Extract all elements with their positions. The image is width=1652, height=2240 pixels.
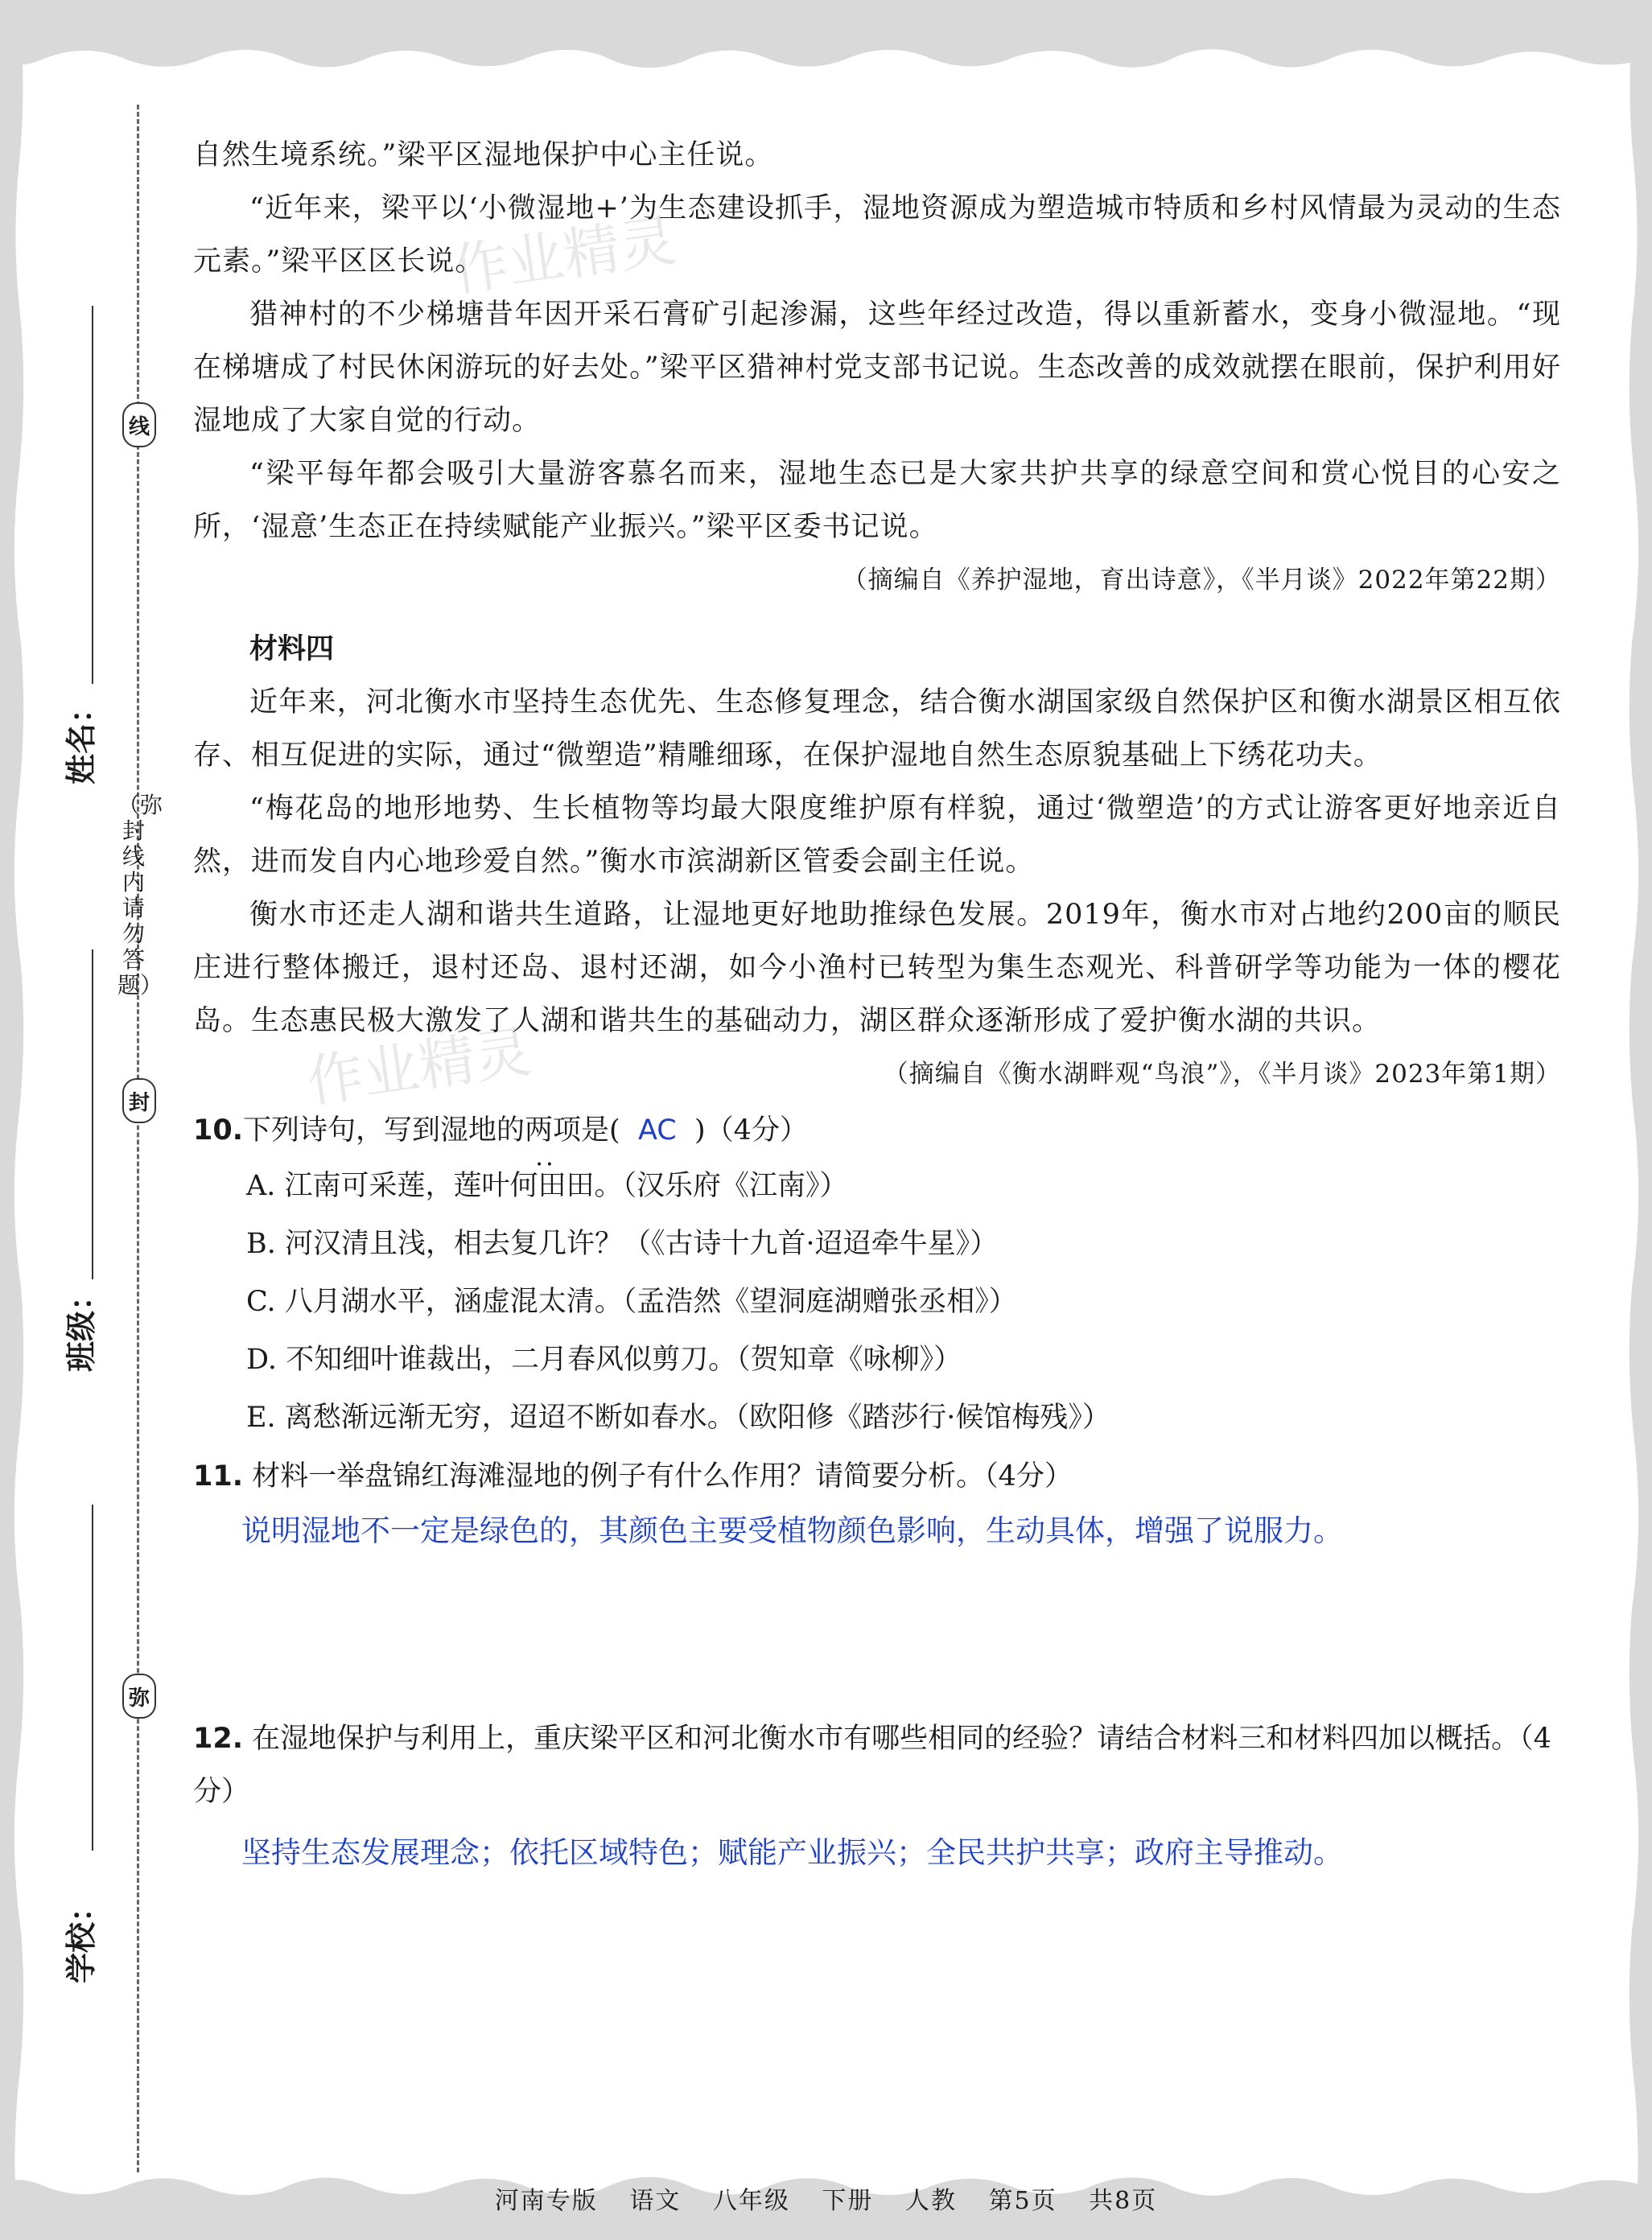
footer-publisher: 人教	[904, 2187, 957, 2215]
page-footer	[0, 2180, 1652, 2216]
seal-mark-xian: 线	[122, 402, 156, 447]
paragraph: “近年来，梁平以‘小微湿地+’为生态建设抓手，湿地资源成为塑造城市特质和乡村风情最为灵动的生态元素。”梁平区区长说。	[193, 192, 1561, 278]
question-stem: 在湿地保护与利用上，重庆梁平区和河北衡水市有哪些相同的经验？请结合材料三和材料四加以概括。（4分）	[193, 1723, 1551, 1808]
question-number: 10.	[193, 1114, 244, 1147]
question-stem: 材料一举盘锦红海滩湿地的例子有什么作用？请简要分析。（4分）	[252, 1460, 1073, 1493]
footer-total: 共8页	[1089, 2187, 1158, 2215]
watermark: 作业精灵	[447, 207, 681, 305]
paragraph: “梅花岛的地形地势、生长植物等均最大限度维护原有样貌，通过‘微塑造’的方式让游客更好地亲近自然，进而发自内心地珍爱自然。”衡水市滨湖新区管委会副主任说。	[193, 793, 1561, 878]
question-number: 12.	[193, 1723, 244, 1755]
footer-subject: 语文	[629, 2187, 682, 2215]
footer-volume: 下册	[822, 2187, 874, 2215]
class-label: 班级：	[64, 1279, 99, 1372]
school-label: 学校：	[64, 1891, 99, 1983]
seal-mark-feng: 封	[122, 1078, 156, 1123]
question-stem: 下列诗句，写到湿地的	[243, 1114, 525, 1147]
seal-mark-mi: 弥	[122, 1674, 156, 1719]
question-11	[193, 1450, 1561, 1503]
answer-text: 说明湿地不一定是绿色的，其颜色主要受植物颜色影响，生动具体，增强了说服力。	[241, 1513, 1343, 1548]
source-citation: （摘编自《养护湿地，育出诗意》，《半月谈》2022年第22期）	[842, 566, 1561, 595]
paragraph: “梁平每年都会吸引大量游客慕名而来，湿地生态已是大家共护共享的绿意空间和赏心悦目的心安之所，‘湿意’生态正在持续赋能产业振兴。”梁平区委书记说。	[193, 458, 1561, 543]
option-b: B. 河汉清且浅，相去复几许？（《古诗十九首·迢迢牵牛星》）	[246, 1228, 999, 1260]
answer-text: AC	[637, 1114, 677, 1147]
emphasis-text: 两项 • •	[525, 1114, 581, 1147]
paragraph: 猎神村的不少梯塘昔年因开采石膏矿引起渗漏，这些年经过改造，得以重新蓄水，变身小微湿地。“现在梯塘成了村民休闲游玩的好去处。”梁平区猎神村党支部书记说。生态改善的成效就摆在眼前，保护利用好湿地成了大家自觉的行动。	[193, 299, 1561, 437]
watermark: 作业精灵	[303, 1018, 536, 1116]
question-stem: )（4分）	[694, 1114, 808, 1147]
option-d: D. 不知细叶谁裁出，二月春风似剪刀。（贺知章《咏柳》）	[246, 1344, 962, 1376]
torn-edge-left	[0, 0, 27, 2240]
paragraph: 近年来，河北衡水市坚持生态优先、生态修复理念，结合衡水湖国家级自然保护区和衡水湖景区相互依存、相互促进的实际，通过“微塑造”精雕细琢，在保护湿地自然生态原貌基础上下绣花功夫。	[193, 686, 1561, 772]
page-content	[193, 129, 1561, 1881]
question-12	[193, 1712, 1561, 1818]
seal-note: （弥封线内请勿答题）	[117, 792, 163, 999]
question-stem: 是(	[581, 1114, 620, 1147]
source-citation: （摘编自《衡水湖畔观“鸟浪”》，《半月谈》2023年第1期）	[883, 1060, 1561, 1089]
paragraph: 自然生境系统。”梁平区湿地保护中心主任说。	[193, 139, 774, 171]
class-write-line	[92, 949, 93, 1279]
question-10	[193, 1104, 1561, 1157]
torn-edge-top	[0, 0, 1652, 89]
name-write-line	[92, 306, 93, 684]
option-e: E. 离愁渐远渐无穷，迢迢不断如春水。（欧阳修《踏莎行·候馆梅残》）	[246, 1402, 1110, 1434]
paragraph: 衡水市还走人湖和谐共生道路，让湿地更好地助推绿色发展。2019年，衡水市对占地约200亩的顺民庄进行整体搬迁，退村还岛、退村还湖，如今小渔村已转型为集生态观光、科普研学等功能为一体的樱花岛。生态惠民极大激发了人湖和谐共生的基础动力，湖区群众逐渐形成了爱护衡水湖的共识。	[193, 899, 1561, 1037]
option-c: C. 八月湖水平，涵虚混太清。（孟浩然《望洞庭湖赠张丞相》）	[246, 1286, 1017, 1318]
option-a: A. 江南可采莲，莲叶何田田。（汉乐府《江南》）	[246, 1170, 848, 1202]
answer-text: 坚持生态发展理念；依托区域特色；赋能产业振兴；全民共护共享；政府主导推动。	[241, 1835, 1343, 1870]
question-number: 11.	[193, 1460, 244, 1493]
name-label: 姓名：	[64, 692, 99, 784]
footer-edition: 河南专版	[494, 2187, 598, 2215]
torn-edge-right	[1625, 0, 1652, 2240]
footer-grade: 八年级	[712, 2187, 790, 2215]
section-title-material4: 材料四	[249, 633, 335, 665]
footer-page: 第5页	[988, 2187, 1057, 2215]
school-write-line	[92, 1505, 93, 1851]
